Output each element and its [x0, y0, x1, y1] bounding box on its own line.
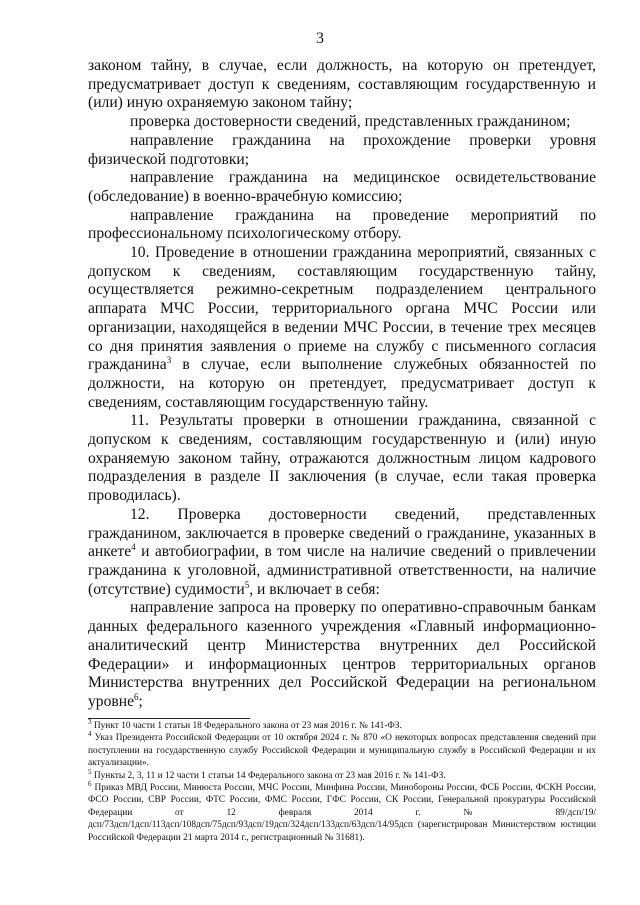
footnote-ref[interactable]: 3: [166, 355, 172, 366]
body-text: [88, 57, 596, 712]
paragraph: направление запроса на проверку по оперативно-справочным банкам данных федерального казенного учреждения «Главный информационно-аналитический центр Министерства внутренних дел Российской Федерации» и информационных центров территориальных органов Министерства внутренних дел Российской Федерации на региональном уровне$^6$;: [88, 599, 596, 710]
paragraph: 10. Проведение в отношении гражданина мероприятий, связанных с допуском к сведениям, составляющим государственную тайну, осуществляется режимно-секретным подразделением центрального аппарата МЧС России, территориального органа МЧС России или организации, находящейся в ведении МЧС России, в течение трех месяцев со дня принятия заявления о приеме на службу с письменного согласия гражданина$^3$ в случае, если выполнение служебных обязанностей по должности, на которую он претендует, предусматривает доступ к сведениям, составляющим государственную тайну.: [88, 244, 596, 411]
footnote: $^4$ Указ Президента Российской Федерации от 10 октября 2024 г. № 870 «О некоторых вопросах представления сведений при поступлении на государственную службу Российской Федерации и муниципальную службу в Российской Федерации и их актуализации».: [88, 730, 596, 769]
page-number: 3: [316, 30, 324, 47]
footnote-divider: [88, 718, 250, 719]
footnote-ref[interactable]: 5: [244, 579, 250, 590]
paragraph: направление гражданина на проведение мероприятий по профессиональному психологическому отбору.: [88, 206, 596, 243]
footnote: $^6$ Приказ МВД России, Минюста России, МЧС России, Минфина России, Минобороны России, ФСБ России, ФСКН России, ФСО России, СВР России, ФТС России, ФМС России, ГФС России, СК России, Генеральной прокуратуры Российской Федерации от 12 февраля 2014 г. № 89/дсп/19/дсп/73дсп/1дсп/113дсп/108дсп/75дсп/93дсп/19дсп/324дсп/133дсп/63дсп/14/95дсп (зарегистрирован Министерством юстиции Российской Федерации 21 марта 2014 г., регистрационный № 31681).: [88, 779, 596, 843]
paragraph: 11. Результаты проверки в отношении гражданина, связанной с допуском к сведениям, составляющим государственную и (или) иную охраняемую законом тайну, отражаются должностным лицом кадрового подразделения в разделе II заключения (в случае, если такая проверка проводилась).: [88, 412, 596, 505]
footnote-ref[interactable]: 4: [131, 542, 136, 553]
footnote: $^5$ Пункты 2, 3, 11 и 12 части 1 статьи 14 Федерального закона от 23 мая 2016 г. № 141-ФЗ.: [88, 767, 446, 781]
paragraph: 12. Проверка достоверности сведений, представленных гражданином, заключается в проверке сведений о гражданине, указанных в анкете$^4$ и автобиографии, в том числе на наличие сведений о привлечении гражданина к уголовной, административной ответственности, на наличие (отсутствие) судимости$^5$, и включает в себя:: [88, 505, 596, 598]
paragraph: законом тайну, в случае, если должность, на которую он претендует, предусматривает доступ к сведениям, составляющим государственную и (или) иную охраняемую законом тайну;: [88, 57, 596, 112]
paragraph: проверка достоверности сведений, представленных гражданином;: [130, 113, 571, 131]
paragraph: направление гражданина на медицинское освидетельствование (обследование) в военно-врачебную комиссию;: [88, 169, 596, 205]
paragraph: направление гражданина на прохождение проверки уровня физической подготовки;: [88, 131, 596, 168]
footnote-ref[interactable]: 6: [134, 691, 139, 702]
footnotes: [88, 717, 596, 844]
footnote: $^3$ Пункт 10 части 1 статьи 18 Федерального закона от 23 мая 2016 г. № 141-ФЗ.: [88, 717, 402, 731]
